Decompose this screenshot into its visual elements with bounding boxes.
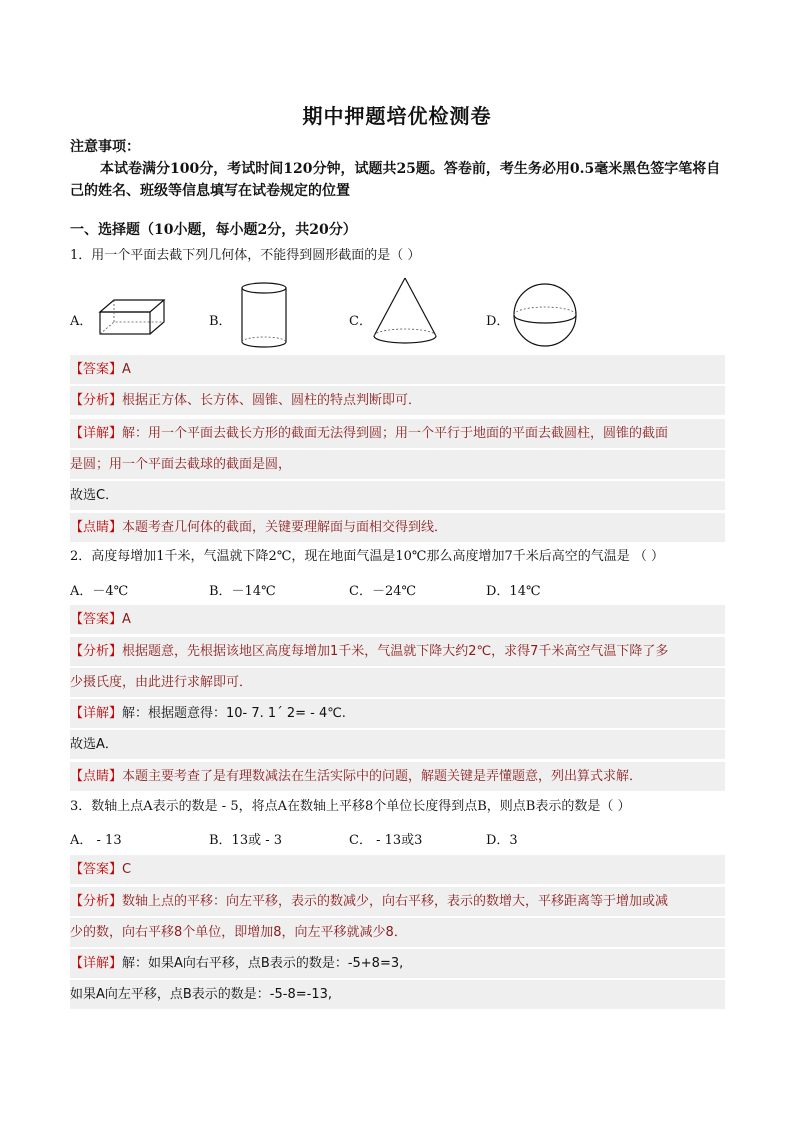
option-a: A． - 13 — [70, 833, 122, 848]
option-a: A．－4℃ — [70, 584, 129, 599]
q3-answer-row — [70, 855, 725, 884]
analysis-text: 根据题意，先根据该地区高度每增加1千米，气温就下降大约2℃，求得7千米高空气温下降了多 — [122, 644, 669, 659]
q2-detail-row — [70, 699, 725, 728]
detail-text-continued: 如果A向左平移，点B表示的数是：-5-8=-13, — [70, 987, 332, 1002]
detail-tag: 【详解】 — [70, 956, 123, 971]
detail-text: 解：根据题意得：10- 7. 1´ 2= - 4℃. — [122, 706, 346, 721]
option-d-label: D． — [486, 314, 510, 329]
rectangular-prism-icon — [98, 290, 168, 340]
cylinder-icon — [236, 280, 292, 352]
q1-answer-row — [70, 355, 725, 384]
q1-detail-row-2 — [70, 450, 725, 479]
option-a-label: A． — [70, 314, 93, 329]
comment-tag: 【点睛】 — [70, 769, 123, 784]
page-title: 期中押题培优检测卷 — [302, 104, 492, 128]
question-1-stem: 1．用一个平面去截下列几何体，不能得到圆形截面的是（ ） — [70, 248, 421, 263]
q3-analysis-row-1 — [70, 887, 725, 916]
section-heading-choice: 一、选择题（10小题，每小题2分，共20分） — [70, 222, 357, 238]
notice-heading: 注意事项： — [70, 139, 140, 155]
answer-tag: 【答案】 — [70, 362, 123, 377]
answer-value: C — [122, 862, 132, 877]
analysis-tag: 【分析】 — [70, 644, 123, 659]
q2-analysis-row-2 — [70, 668, 725, 697]
q2-comment-row — [70, 762, 725, 791]
conclusion-text: 故选C． — [70, 488, 119, 503]
detail-text: 解：用一个平面去截长方形的截面无法得到圆；用一个平行于地面的平面去截圆柱，圆锥的截面 — [122, 426, 669, 441]
option-b: B．13或 - 3 — [209, 833, 283, 848]
notice-body: 本试卷满分100分，考试时间120分钟，试题共25题。答卷前，考生务必用0.5毫米黑色签字笔将自己的姓名、班级等信息填写在试卷规定的位置 — [70, 161, 721, 199]
question-2-options — [70, 580, 725, 600]
q1-comment-row — [70, 513, 725, 542]
answer-value: A — [122, 362, 131, 377]
option-d: D．3 — [486, 833, 518, 848]
analysis-tag: 【分析】 — [70, 894, 123, 909]
analysis-text-continued: 少摄氏度，由此进行求解即可． — [70, 675, 253, 690]
option-b: B．－14℃ — [209, 584, 276, 599]
option-b-label: B． — [209, 314, 232, 329]
q2-conclusion-row — [70, 730, 725, 759]
option-d: D．14℃ — [486, 584, 541, 599]
analysis-tag: 【分析】 — [70, 393, 123, 408]
comment-tag: 【点睛】 — [70, 520, 123, 535]
option-c: C．－24℃ — [349, 584, 417, 599]
detail-text-continued: 是圆；用一个平面去截球的截面是圆， — [70, 457, 292, 472]
q3-detail-row-2 — [70, 980, 725, 1009]
detail-tag: 【详解】 — [70, 706, 123, 721]
sphere-icon — [510, 282, 580, 348]
option-c-label: C． — [349, 314, 372, 329]
detail-tag: 【详解】 — [70, 426, 123, 441]
conclusion-text: 故选A． — [70, 737, 118, 752]
analysis-text-continued: 少的数，向右平移8个单位，即增加8，向左平移就减少8． — [70, 925, 407, 940]
q2-analysis-row-1 — [70, 637, 725, 666]
q1-conclusion-row — [70, 481, 725, 510]
question-1-options — [70, 280, 725, 360]
question-3-options — [70, 829, 725, 849]
question-3-stem: 3．数轴上点A表示的数是 - 5，将点A在数轴上平移8个单位长度得到点B，则点B表示的数是（ ） — [70, 799, 631, 814]
question-2-stem: 2．高度每增加1千米，气温就下降2℃，现在地面气温是10℃那么高度增加7千米后高空的气温是 （ ） — [70, 549, 664, 564]
option-c: C． - 13或3 — [349, 833, 423, 848]
answer-tag: 【答案】 — [70, 612, 123, 627]
answer-value: A — [122, 612, 131, 627]
comment-text: 本题考查几何体的截面，关键要理解面与面相交得到线． — [122, 520, 448, 535]
detail-text: 解：如果A向右平移，点B表示的数是：-5+8=3, — [122, 956, 404, 971]
q3-detail-row-1 — [70, 949, 725, 978]
comment-text: 本题主要考查了是有理数减法在生活实际中的问题，解题关键是弄懂题意，列出算式求解． — [122, 769, 643, 784]
q1-detail-row-1 — [70, 419, 725, 448]
q2-answer-row — [70, 605, 725, 634]
analysis-text: 数轴上点的平移：向左平移，表示的数减少，向右平移，表示的数增大，平移距离等于增加或减 — [122, 894, 669, 909]
q1-analysis-row — [70, 386, 725, 415]
answer-tag: 【答案】 — [70, 862, 123, 877]
q3-analysis-row-2 — [70, 918, 725, 947]
analysis-text: 根据正方体、长方体、圆锥、圆柱的特点判断即可． — [122, 393, 422, 408]
cone-icon — [370, 276, 440, 348]
